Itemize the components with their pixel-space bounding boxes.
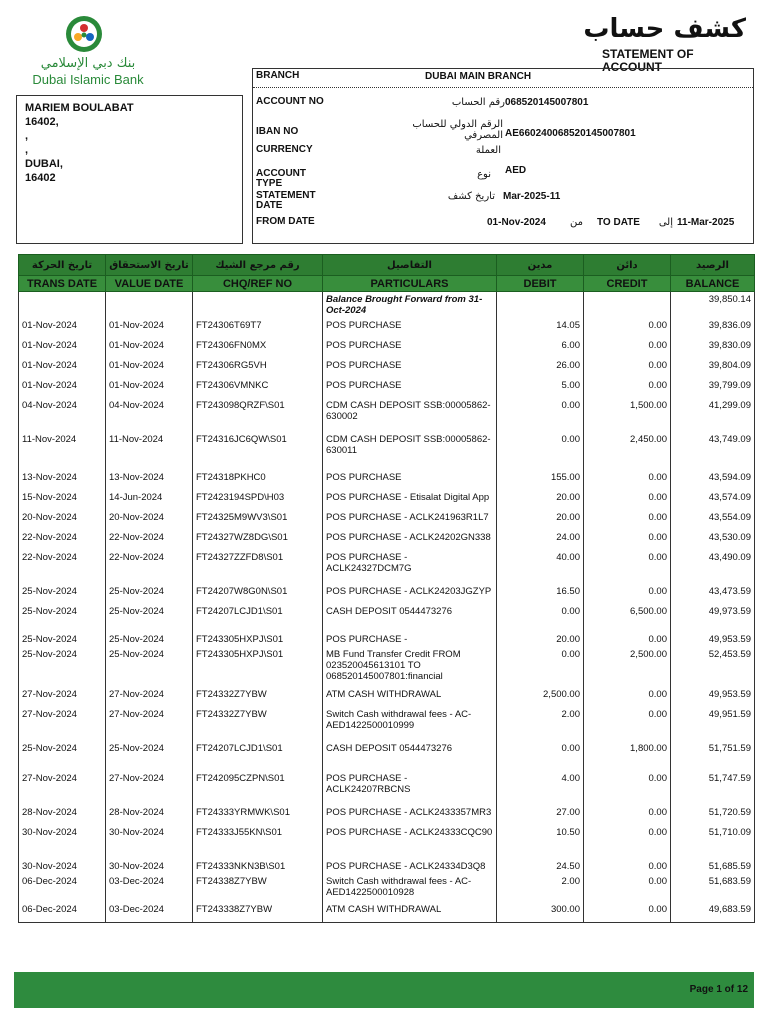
cell-balance: 51,747.59	[671, 771, 755, 805]
cell-balance: 43,530.09	[671, 530, 755, 550]
to-arabic: إلى	[658, 217, 673, 228]
cell-balance: 43,554.09	[671, 510, 755, 530]
statement-title-english: STATEMENT OF ACCOUNT	[602, 47, 694, 74]
cell-debit: 20.00	[497, 632, 584, 647]
column-header: التفاصيل	[323, 255, 497, 276]
cell-balance: 51,685.59	[671, 859, 755, 874]
from-date-label: FROM DATE	[256, 217, 315, 227]
cell-balance: 43,490.09	[671, 550, 755, 584]
cell-balance: 43,473.59	[671, 584, 755, 604]
cell-credit: 0.00	[584, 902, 671, 922]
cell-trans: 15-Nov-2024	[19, 490, 106, 510]
cell-credit: 0.00	[584, 510, 671, 530]
cell-balance: 52,453.59	[671, 647, 755, 687]
cell-credit: 0.00	[584, 687, 671, 707]
cell-credit: 0.00	[584, 318, 671, 338]
cell-balance: 49,973.59	[671, 604, 755, 632]
cell-value: 01-Nov-2024	[106, 358, 193, 378]
cell-trans: 06-Dec-2024	[19, 902, 106, 922]
cell-balance: 49,953.59	[671, 632, 755, 647]
cell-balance: 51,683.59	[671, 874, 755, 902]
cell-trans: 25-Nov-2024	[19, 604, 106, 632]
cell-ref: FT24333YRMWK\S01	[193, 805, 323, 825]
branch-label: BRANCH	[256, 71, 300, 81]
table-row	[19, 825, 755, 859]
cell-balance: 43,574.09	[671, 490, 755, 510]
cell-debit: 16.50	[497, 584, 584, 604]
cell-value: 04-Nov-2024	[106, 398, 193, 432]
column-header: PARTICULARS	[323, 276, 497, 292]
cell-value: 01-Nov-2024	[106, 338, 193, 358]
address-line: ,	[25, 144, 29, 156]
to-date-label: TO DATE	[597, 217, 640, 228]
cell-part: CDM CASH DEPOSIT SSB:00005862-630011	[323, 432, 497, 470]
cell-credit: 0.00	[584, 825, 671, 859]
cell-value: 30-Nov-2024	[106, 859, 193, 874]
header-row-arabic	[19, 255, 755, 276]
cell-balance: 39,799.09	[671, 378, 755, 398]
cell-part: ATM CASH WITHDRAWAL	[323, 687, 497, 707]
cell-value: 27-Nov-2024	[106, 687, 193, 707]
cell-debit: 27.00	[497, 805, 584, 825]
column-header: دائن	[584, 255, 671, 276]
cell-debit: 26.00	[497, 358, 584, 378]
cell-ref: FT24306FN0MX	[193, 338, 323, 358]
table-row	[19, 874, 755, 902]
cell-balance: 41,299.09	[671, 398, 755, 432]
address-line: ,	[25, 130, 29, 142]
cell-part: POS PURCHASE - ACLK24333CQC90	[323, 825, 497, 859]
table-row	[19, 687, 755, 707]
cell-part: ATM CASH WITHDRAWAL	[323, 902, 497, 922]
table-row	[19, 398, 755, 432]
cell-debit: 14.05	[497, 318, 584, 338]
cell-ref: FT24332Z7YBW	[193, 687, 323, 707]
cell-balance: 39,836.09	[671, 318, 755, 338]
cell-part: POS PURCHASE	[323, 470, 497, 490]
bank-logo	[28, 14, 148, 94]
cell-value: 25-Nov-2024	[106, 632, 193, 647]
table-row	[19, 902, 755, 922]
cell-balance: 49,683.59	[671, 902, 755, 922]
table-row	[19, 358, 755, 378]
cell-debit: 40.00	[497, 550, 584, 584]
cell-debit: 5.00	[497, 378, 584, 398]
cell-trans: 22-Nov-2024	[19, 550, 106, 584]
cell-part: POS PURCHASE - ACLK24207RBCNS	[323, 771, 497, 805]
bank-name-arabic: بنك دبي الإسلامي	[40, 56, 136, 71]
cell-balance: 51,710.09	[671, 825, 755, 859]
cell-ref: FT24332Z7YBW	[193, 707, 323, 741]
statement-date-arabic: تاريخ كشف	[447, 191, 495, 202]
cell-trans: 30-Nov-2024	[19, 859, 106, 874]
column-header: VALUE DATE	[106, 276, 193, 292]
cell-part: POS PURCHASE -	[323, 632, 497, 647]
cell-credit: 2,500.00	[584, 647, 671, 687]
account-info-box	[252, 68, 754, 244]
cell-debit: 0.00	[497, 647, 584, 687]
cell-credit: 0.00	[584, 632, 671, 647]
column-header: مدين	[497, 255, 584, 276]
cell-value: 30-Nov-2024	[106, 825, 193, 859]
account-no-label: ACCOUNT NO	[256, 97, 324, 107]
customer-name: MARIEM BOULABAT	[25, 102, 134, 114]
cell-debit: 155.00	[497, 470, 584, 490]
table-row	[19, 432, 755, 470]
cell-ref: FT2423194SPD\H03	[193, 490, 323, 510]
cell-value: 20-Nov-2024	[106, 510, 193, 530]
cell-debit: 300.00	[497, 902, 584, 922]
column-header: رقم مرجع الشيك	[193, 255, 323, 276]
column-header: TRANS DATE	[19, 276, 106, 292]
cell-value: 13-Nov-2024	[106, 470, 193, 490]
cell-trans: 27-Nov-2024	[19, 771, 106, 805]
divider	[253, 87, 753, 88]
balance-forward-amount: 39,850.14	[671, 292, 755, 319]
bank-logo-icon	[64, 14, 104, 54]
currency-arabic: العملة	[475, 145, 501, 156]
cell-ref: FT24318PKHC0	[193, 470, 323, 490]
cell-credit: 0.00	[584, 805, 671, 825]
to-date-value: 11-Mar-2025	[677, 217, 735, 228]
cell-part: POS PURCHASE	[323, 318, 497, 338]
table-row	[19, 530, 755, 550]
branch-value: DUBAI MAIN BRANCH	[425, 71, 532, 82]
cell-trans: 04-Nov-2024	[19, 398, 106, 432]
column-header: تاريخ الحركة	[19, 255, 106, 276]
cell-ref: FT24316JC6QW\S01	[193, 432, 323, 470]
balance-forward-row	[19, 292, 755, 319]
cell-ref: FT243305HXPJ\S01	[193, 632, 323, 647]
customer-address-box	[16, 95, 243, 244]
cell-value: 11-Nov-2024	[106, 432, 193, 470]
cell-value: 03-Dec-2024	[106, 902, 193, 922]
cell-credit: 2,450.00	[584, 432, 671, 470]
table-row	[19, 859, 755, 874]
address-line: 16402	[25, 172, 56, 184]
cell-part: MB Fund Transfer Credit FROM 023520045613101 TO 068520145007801:financial	[323, 647, 497, 687]
cell-trans: 27-Nov-2024	[19, 687, 106, 707]
cell-part: CASH DEPOSIT 0544473276	[323, 741, 497, 771]
cell-ref: FT24338Z7YBW	[193, 874, 323, 902]
account-type-value: AED	[505, 165, 527, 176]
cell-balance: 51,751.59	[671, 741, 755, 771]
cell-credit: 0.00	[584, 874, 671, 902]
column-header: CREDIT	[584, 276, 671, 292]
table-row	[19, 338, 755, 358]
cell-credit: 0.00	[584, 490, 671, 510]
table-row	[19, 318, 755, 338]
cell-ref: FT24333J55KN\S01	[193, 825, 323, 859]
cell-balance: 39,804.09	[671, 358, 755, 378]
header-row-english	[19, 276, 755, 292]
column-header: DEBIT	[497, 276, 584, 292]
column-header: تاريخ الاستحقاق	[106, 255, 193, 276]
cell-debit: 24.00	[497, 530, 584, 550]
cell-value: 01-Nov-2024	[106, 378, 193, 398]
table-row	[19, 584, 755, 604]
cell-part: POS PURCHASE	[323, 358, 497, 378]
bank-name-english: Dubai Islamic Bank	[32, 72, 144, 87]
statement-title-arabic: كشف حساب	[583, 14, 746, 44]
from-date-value: 01-Nov-2024	[487, 217, 546, 228]
cell-trans: 28-Nov-2024	[19, 805, 106, 825]
cell-debit: 2.00	[497, 707, 584, 741]
cell-credit: 0.00	[584, 470, 671, 490]
cell-debit: 4.00	[497, 771, 584, 805]
cell-balance: 49,951.59	[671, 707, 755, 741]
cell-value: 22-Nov-2024	[106, 530, 193, 550]
cell-value: 28-Nov-2024	[106, 805, 193, 825]
column-header: الرصيد	[671, 255, 755, 276]
cell-balance: 39,830.09	[671, 338, 755, 358]
cell-ref: FT24207W8G0N\S01	[193, 584, 323, 604]
cell-ref: FT242095CZPN\S01	[193, 771, 323, 805]
cell-ref: FT24327WZ8DG\S01	[193, 530, 323, 550]
cell-ref: FT243098QRZF\S01	[193, 398, 323, 432]
cell-credit: 0.00	[584, 338, 671, 358]
cell-part: Switch Cash withdrawal fees - AC-AED1422500010928	[323, 874, 497, 902]
cell-ref: FT243338Z7YBW	[193, 902, 323, 922]
cell-credit: 0.00	[584, 378, 671, 398]
cell-trans: 13-Nov-2024	[19, 470, 106, 490]
cell-value: 25-Nov-2024	[106, 647, 193, 687]
column-header: CHQ/REF NO	[193, 276, 323, 292]
cell-part: Switch Cash withdrawal fees - AC-AED1422500010999	[323, 707, 497, 741]
cell-debit: 24.50	[497, 859, 584, 874]
cell-debit: 6.00	[497, 338, 584, 358]
cell-ref: FT24306RG5VH	[193, 358, 323, 378]
currency-label: CURRENCY	[256, 145, 313, 155]
cell-debit: 20.00	[497, 510, 584, 530]
cell-trans: 25-Nov-2024	[19, 632, 106, 647]
table-row	[19, 378, 755, 398]
cell-credit: 0.00	[584, 771, 671, 805]
cell-part: POS PURCHASE - ACLK2433357MR3	[323, 805, 497, 825]
cell-trans: 01-Nov-2024	[19, 378, 106, 398]
address-line: DUBAI,	[25, 158, 63, 170]
table-row	[19, 510, 755, 530]
cell-part: POS PURCHASE - ACLK24202GN338	[323, 530, 497, 550]
table-row	[19, 647, 755, 687]
cell-debit: 0.00	[497, 398, 584, 432]
cell-credit: 0.00	[584, 859, 671, 874]
cell-trans: 30-Nov-2024	[19, 825, 106, 859]
cell-balance: 51,720.59	[671, 805, 755, 825]
cell-value: 25-Nov-2024	[106, 604, 193, 632]
cell-part: CASH DEPOSIT 0544473276	[323, 604, 497, 632]
cell-trans: 27-Nov-2024	[19, 707, 106, 741]
table-row	[19, 771, 755, 805]
cell-credit: 1,800.00	[584, 741, 671, 771]
cell-value: 27-Nov-2024	[106, 771, 193, 805]
balance-forward-label: Balance Brought Forward from 31-Oct-2024	[323, 292, 497, 319]
table-row	[19, 604, 755, 632]
cell-ref: FT24306VMNKC	[193, 378, 323, 398]
table-row	[19, 490, 755, 510]
address-line: 16402,	[25, 116, 59, 128]
cell-credit: 0.00	[584, 707, 671, 741]
cell-debit: 2,500.00	[497, 687, 584, 707]
cell-trans: 01-Nov-2024	[19, 318, 106, 338]
cell-trans: 22-Nov-2024	[19, 530, 106, 550]
cell-balance: 43,594.09	[671, 470, 755, 490]
cell-debit: 10.50	[497, 825, 584, 859]
cell-ref: FT243305HXPJ\S01	[193, 647, 323, 687]
cell-debit: 2.00	[497, 874, 584, 902]
transactions-table	[18, 254, 755, 923]
iban-value: AE660240068520145007801	[505, 128, 636, 139]
cell-credit: 0.00	[584, 584, 671, 604]
cell-part: POS PURCHASE - ACLK24203JGZYP	[323, 584, 497, 604]
cell-value: 25-Nov-2024	[106, 584, 193, 604]
cell-trans: 25-Nov-2024	[19, 584, 106, 604]
cell-trans: 25-Nov-2024	[19, 647, 106, 687]
cell-trans: 01-Nov-2024	[19, 358, 106, 378]
cell-ref: FT24327ZZFD8\S01	[193, 550, 323, 584]
cell-value: 25-Nov-2024	[106, 741, 193, 771]
iban-arabic: الرقم الدولي للحساب المصرفي	[412, 119, 503, 141]
cell-trans: 11-Nov-2024	[19, 432, 106, 470]
table-row	[19, 632, 755, 647]
cell-value: 27-Nov-2024	[106, 707, 193, 741]
cell-trans: 01-Nov-2024	[19, 338, 106, 358]
table-row	[19, 741, 755, 771]
cell-balance: 43,749.09	[671, 432, 755, 470]
cell-value: 03-Dec-2024	[106, 874, 193, 902]
cell-credit: 6,500.00	[584, 604, 671, 632]
cell-trans: 06-Dec-2024	[19, 874, 106, 902]
statement-date-value: Mar-2025-11	[503, 191, 561, 202]
table-row	[19, 470, 755, 490]
cell-value: 22-Nov-2024	[106, 550, 193, 584]
cell-debit: 20.00	[497, 490, 584, 510]
cell-ref: FT24333NKN3B\S01	[193, 859, 323, 874]
table-row	[19, 805, 755, 825]
cell-ref: FT24207LCJD1\S01	[193, 741, 323, 771]
cell-trans: 25-Nov-2024	[19, 741, 106, 771]
cell-part: POS PURCHASE - ACLK24334D3Q8	[323, 859, 497, 874]
account-type-arabic: نوع	[477, 169, 491, 180]
table-row	[19, 550, 755, 584]
column-header: BALANCE	[671, 276, 755, 292]
page-footer	[14, 972, 754, 1008]
account-type-label: ACCOUNT TYPE	[256, 169, 306, 189]
cell-part: POS PURCHASE - ACLK24327DCM7G	[323, 550, 497, 584]
cell-debit: 0.00	[497, 741, 584, 771]
cell-ref: FT24325M9WV3\S01	[193, 510, 323, 530]
cell-credit: 0.00	[584, 358, 671, 378]
cell-part: POS PURCHASE	[323, 378, 497, 398]
cell-debit: 0.00	[497, 432, 584, 470]
cell-part: POS PURCHASE - ACLK241963R1L7	[323, 510, 497, 530]
cell-debit: 0.00	[497, 604, 584, 632]
cell-value: 01-Nov-2024	[106, 318, 193, 338]
cell-part: POS PURCHASE	[323, 338, 497, 358]
statement-date-label: STATEMENT DATE	[256, 191, 316, 211]
cell-credit: 0.00	[584, 550, 671, 584]
account-no-arabic: رقم الحساب	[451, 97, 505, 108]
cell-trans: 20-Nov-2024	[19, 510, 106, 530]
cell-part: CDM CASH DEPOSIT SSB:00005862-630002	[323, 398, 497, 432]
from-arabic: من	[570, 217, 583, 228]
cell-credit: 1,500.00	[584, 398, 671, 432]
cell-ref: FT24207LCJD1\S01	[193, 604, 323, 632]
cell-part: POS PURCHASE - Etisalat Digital App	[323, 490, 497, 510]
page-number: Page 1 of 12	[689, 984, 748, 995]
iban-label: IBAN NO	[256, 127, 299, 137]
cell-balance: 49,953.59	[671, 687, 755, 707]
cell-ref: FT24306T69T7	[193, 318, 323, 338]
table-row	[19, 707, 755, 741]
cell-value: 14-Jun-2024	[106, 490, 193, 510]
cell-credit: 0.00	[584, 530, 671, 550]
account-no-value: 068520145007801	[505, 97, 589, 108]
